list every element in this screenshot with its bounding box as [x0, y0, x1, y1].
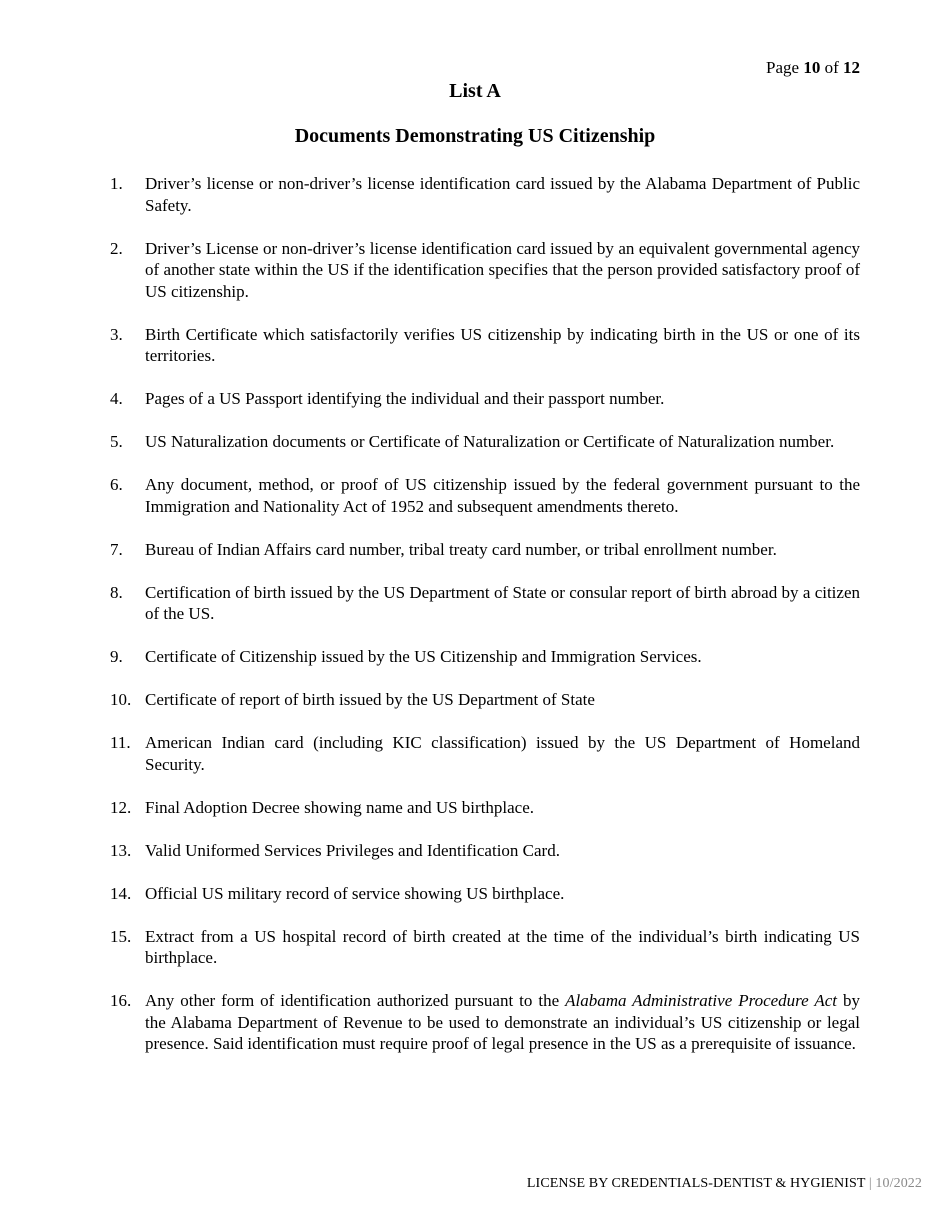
item-text: Extract from a US hospital record of birth created at the time of the individual’s birth indicating US birthplace. — [145, 926, 860, 967]
list-item — [110, 324, 860, 367]
footer — [527, 1175, 922, 1193]
page-current: 10 — [803, 58, 821, 77]
page-label: Page — [766, 58, 800, 77]
item-number: 14. — [110, 883, 132, 903]
list-item — [110, 840, 860, 862]
list-item — [110, 474, 860, 517]
item-number: 3. — [110, 324, 123, 344]
list-item — [110, 539, 860, 561]
item-number: 15. — [110, 926, 132, 946]
item-number: 4. — [110, 389, 123, 408]
page-total: 12 — [843, 58, 860, 77]
item-text: Any document, method, or proof of US citizenship issued by the federal government pursuant to the Immigration and Nationality Act of 1952 and subsequent amendments thereto. — [145, 475, 860, 516]
item-number: 11. — [110, 733, 131, 752]
item-text: Driver’s license or non-driver’s license identification card issued by the Alabama Department of Public Safety. — [145, 174, 860, 215]
footer-title: LICENSE BY CREDENTIALS-DENTIST & HYGIENIST — [526, 1176, 866, 1191]
item-text: Official US military record of service showing US birthplace. — [145, 883, 565, 903]
list-item — [110, 431, 860, 453]
item-number: 12. — [110, 797, 132, 817]
item-text-before: Any other form of identification authorized pursuant to the — [145, 991, 566, 1010]
item-text: Valid Uniformed Services Privileges and Identification Card. — [145, 840, 560, 860]
item-text: Certificate of Citizenship issued by the US Citizenship and Immigration Services. — [145, 647, 702, 666]
list-item — [110, 173, 860, 216]
item-number: 9. — [110, 647, 123, 666]
item-text: US Naturalization documents or Certificate of Naturalization or Certificate of Naturalization number. — [145, 432, 835, 451]
footer-separator: | — [868, 1176, 872, 1191]
item-text: Pages of a US Passport identifying the individual and their passport number. — [145, 389, 665, 408]
document-list — [110, 173, 860, 1076]
list-subtitle: Documents Demonstrating US Citizenship — [294, 125, 656, 147]
item-number: 1. — [110, 174, 123, 193]
item-text-after: by the Alabama Department of Revenue to be used to demonstrate an individual’s US citizenship or legal presence. Said identification must require proof of legal presence in the US as a prerequisite of issuance. — [145, 991, 861, 1053]
item-number: 13. — [110, 840, 132, 860]
item-number: 2. — [110, 238, 123, 258]
act-name: Alabama Administrative Procedure Act — [565, 991, 838, 1010]
item-number: 6. — [110, 475, 123, 494]
item-text: Final Adoption Decree showing name and US birthplace. — [145, 797, 535, 817]
item-text: Certification of birth issued by the US Department of State or consular report of birth abroad by a citizen of the US. — [145, 582, 860, 623]
list-item — [110, 689, 860, 711]
item-text: American Indian card (including KIC classification) issued by the US Department of Homeland Security. — [145, 733, 860, 774]
item-number: 16. — [110, 991, 132, 1010]
item-text: Certificate of report of birth issued by the US Department of State — [145, 690, 595, 709]
list-item — [110, 797, 860, 819]
list-item — [110, 238, 860, 303]
item-number: 10. — [110, 690, 132, 709]
item-number: 7. — [110, 539, 123, 559]
item-text: Bureau of Indian Affairs card number, tribal treaty card number, or tribal enrollment number. — [145, 539, 777, 559]
list-item — [110, 990, 860, 1055]
page-number — [766, 58, 860, 78]
list-title: List A — [449, 80, 501, 102]
list-item — [110, 883, 860, 905]
list-item — [110, 582, 860, 625]
page-of: of — [824, 58, 839, 77]
list-item — [110, 732, 860, 775]
item-number: 5. — [110, 432, 123, 451]
item-text: Driver’s License or non-driver’s license identification card issued by an equivalent governmental agency of another state within the US if the identification specifies that the person provided satisfactory proof of US citizenship. — [145, 238, 860, 301]
item-text — [145, 990, 860, 1055]
list-item — [110, 646, 860, 668]
item-text: Birth Certificate which satisfactorily verifies US citizenship by indicating birth in the US or one of its territories. — [145, 324, 860, 365]
item-number: 8. — [110, 582, 123, 602]
list-item — [110, 926, 860, 969]
footer-date: 10/2022 — [875, 1176, 922, 1191]
list-item — [110, 388, 860, 410]
